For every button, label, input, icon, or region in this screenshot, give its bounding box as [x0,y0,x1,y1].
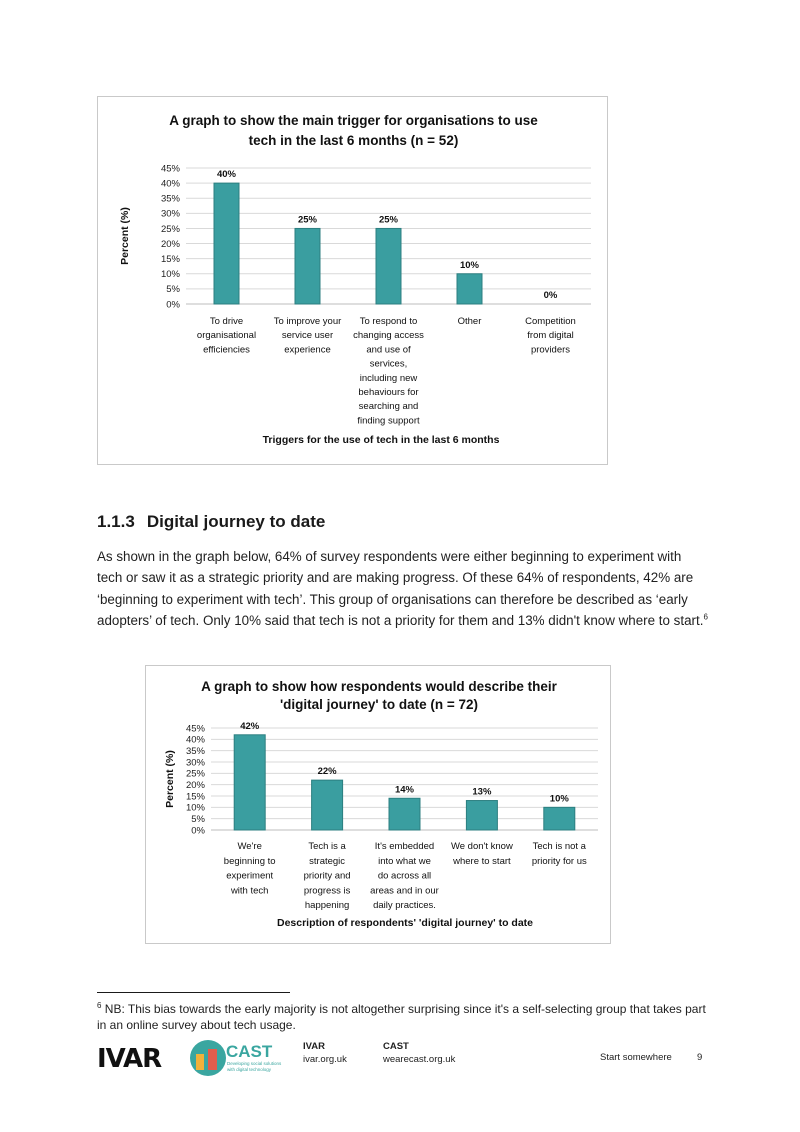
category-label: daily practices. [373,900,436,912]
section-heading [97,512,325,532]
data-label: 0% [543,290,558,301]
trigger-chart [97,96,608,465]
category-label: Tech is a [308,841,346,852]
bar [466,801,497,830]
y-axis-label: Percent (%) [119,207,131,265]
bar [376,228,401,304]
category-label: searching and [358,401,419,413]
bar [457,274,482,304]
y-tick-label: 20% [160,238,180,250]
category-label: finding support [357,415,420,427]
section-number: 1.1.3 [97,512,135,531]
y-tick-label: 10% [185,802,205,814]
y-tick-label: 15% [160,253,180,265]
bar [295,228,320,304]
category-label: where to start [453,855,511,867]
y-tick-label: 25% [185,768,205,780]
data-label: 25% [378,214,399,226]
cast-logo-tagline: Developing social solutions with digital technology [227,1061,282,1072]
footer-cast-heading: CAST [383,1041,409,1052]
data-label: 14% [394,784,415,796]
category-label: with tech [230,885,269,897]
y-tick-label: 25% [160,223,180,235]
data-label: 42% [240,720,260,732]
y-tick-label: 45% [160,163,180,175]
footer-cast-column [383,1040,455,1066]
section-title: Digital journey to date [146,512,326,531]
category-label: priority and [303,870,351,882]
bar [544,807,575,830]
category-label: happening [304,900,350,912]
y-tick-label: 35% [185,745,205,757]
category-label: changing access [353,330,424,342]
footnote [97,1001,709,1033]
category-label: areas and in our [370,885,439,897]
digital-journey-chart [145,665,611,944]
category-label: strategic [309,855,346,867]
category-label: providers [530,344,571,356]
footer-doc-title: Start somewhere [600,1052,672,1063]
bar [312,780,343,830]
footnote-divider [97,992,290,993]
chart-svg-2 [146,666,612,945]
chart-title-line: 'digital journey' to date (n = 72) [279,697,479,712]
bar [389,798,420,830]
footer-ivar-column [303,1040,347,1066]
y-tick-label: 35% [160,193,180,205]
chart-title-line: A graph to show the main trigger for organisations to use [169,113,538,128]
footnote-reference[interactable]: 6 [703,612,708,622]
cast-logo [190,1040,280,1076]
category-label: priority for us [531,855,587,867]
category-label: It's embedded [374,841,435,852]
chart-title-line: A graph to show how respondents would describe their [201,679,557,694]
footnote-text: NB: This bias towards the early majority is not altogether surprising since it's a self-selecting group that takes part in an online survey about tech usage. [97,1002,706,1032]
bar [214,183,239,304]
category-label: services, [369,358,408,370]
y-tick-label: 40% [160,178,180,190]
data-label: 25% [297,214,318,226]
y-tick-label: 20% [185,779,205,791]
category-label: behaviours for [358,387,419,398]
data-label: 40% [216,169,237,181]
category-label: experience [284,344,331,356]
y-tick-label: 0% [191,825,205,837]
category-label: efficiencies [203,344,250,356]
category-label: and use of [366,344,411,356]
category-label: do across all [377,870,432,882]
body-paragraph-text: As shown in the graph below, 64% of survey respondents were either beginning to experiment with tech or saw it as a strategic priority and are making progress. Of these 64% of respondents, 42% are ‘beginning to experiment with tech’. This group of organisations can therefore be described as ‘early adopters’ of tech. Only 10% said that tech is not a priority for them and 13% didn't know where to start. [97,549,704,629]
x-axis-label: Description of respondents' 'digital journey' to date [276,917,534,929]
data-label: 10% [459,259,480,271]
cast-badge-icon [190,1040,226,1076]
page-footer [0,1036,800,1086]
cast-logo-word: CAST [226,1042,273,1061]
y-tick-label: 45% [185,723,205,735]
data-label: 13% [472,786,492,798]
chart-svg-1 [98,97,609,466]
category-label: progress is [303,885,351,897]
category-label: experiment [226,870,274,882]
y-tick-label: 5% [191,813,205,825]
data-label: 22% [317,766,337,778]
category-label: To respond to [359,316,418,327]
y-tick-label: 15% [185,791,205,803]
y-tick-label: 30% [185,757,205,769]
y-tick-label: 5% [166,284,180,296]
footer-ivar-heading: IVAR [303,1041,325,1052]
category-label: service user [281,330,334,342]
bar [234,735,265,830]
ivar-logo: IVAR [97,1044,162,1074]
footnote-marker: 6 [97,1001,102,1010]
category-label: Competition [525,316,576,327]
category-label: including new [359,372,418,384]
category-label: into what we [378,855,431,867]
category-label: beginning to [223,855,276,867]
category-label: Tech is not a [532,841,586,852]
y-tick-label: 40% [185,734,205,746]
body-paragraph [97,546,709,632]
data-label: 10% [549,793,569,805]
footer-ivar-link[interactable]: ivar.org.uk [303,1054,347,1065]
category-label: To improve your [273,316,342,327]
footer-cast-link[interactable]: wearecast.org.uk [383,1054,456,1065]
category-label: from digital [527,330,574,342]
x-axis-label: Triggers for the use of tech in the last 6 months [262,434,500,446]
y-axis-label: Percent (%) [164,750,176,808]
y-tick-label: 30% [160,208,180,220]
y-tick-label: 10% [160,269,180,281]
page-number: 9 [697,1052,703,1063]
y-tick-label: 0% [166,299,180,311]
category-label: We don't know [450,841,513,852]
category-label: organisational [196,330,257,342]
category-label: To drive [209,316,244,327]
category-label: We're [237,841,262,852]
category-label: Other [457,316,482,327]
chart-title-line: tech in the last 6 months (n = 52) [248,133,459,148]
